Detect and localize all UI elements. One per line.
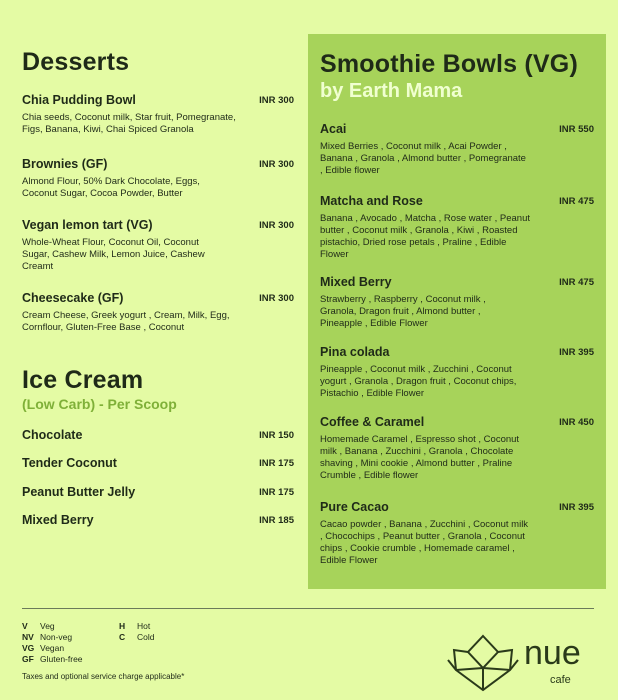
item-name: Acai [320, 122, 347, 136]
item-price: INR 150 [259, 430, 294, 441]
legend-row [119, 631, 154, 642]
item-desc: Homemade Caramel , Espresso shot , Coconut milk , Banana , Zucchini , Granola , Chocolate shaving , Mini cookie , Almond butter , Praline Crumble , Edible flower [320, 434, 520, 481]
legend-col-left [22, 620, 83, 664]
item-name: Mixed Berry [22, 513, 94, 527]
nue-logo [446, 630, 596, 696]
tax-note: Taxes and optional service charge applicable* [22, 672, 185, 681]
item-desc: Cream Cheese, Greek yogurt , Cream, Milk, Egg, Cornflour, Gluten-Free Base , Coconut [22, 310, 230, 333]
item-price: INR 185 [259, 515, 294, 526]
item-name: Cheesecake (GF) [22, 291, 124, 305]
item-desc: Strawberry , Raspberry , Coconut milk , Granola, Dragon fruit , Almond butter , Pineapple , Edible Flower [320, 294, 486, 329]
item-name: Coffee & Caramel [320, 415, 425, 429]
item-name: Pina colada [320, 345, 390, 359]
legend-code: VG [22, 642, 35, 653]
legend-code: GF [22, 653, 34, 664]
menu-item [22, 291, 294, 334]
legend-code: NV [22, 631, 34, 642]
menu-item [22, 456, 294, 484]
footer-divider [22, 608, 594, 609]
item-price: INR 175 [259, 458, 294, 469]
logo-sub: cafe [550, 674, 571, 686]
menu-item [22, 157, 294, 200]
legend-label: Gluten-free [40, 653, 83, 664]
item-desc: Almond Flour, 50% Dark Chocolate, Eggs, Coconut Sugar, Cocoa Powder, Butter [22, 176, 200, 199]
item-price: INR 450 [559, 417, 594, 428]
item-price: INR 475 [559, 277, 594, 288]
item-desc: Banana , Avocado , Matcha , Rose water , Peanut butter , Coconut milk , Granola , Kiwi , Roasted pistachio, Dried rose petals , Praline , Edible Flower [320, 213, 531, 260]
legend-col-right [119, 620, 154, 642]
legend-row [22, 653, 83, 664]
item-name: Mixed Berry [320, 275, 392, 289]
item-name: Brownies (GF) [22, 157, 108, 171]
legend-label: Hot [137, 620, 151, 631]
item-price: INR 300 [259, 293, 294, 304]
menu-item [22, 218, 294, 273]
menu-item [22, 485, 294, 513]
legend-code: V [22, 620, 28, 631]
item-desc: Mixed Berries , Coconut milk , Acai Powder , Banana , Granola , Almond butter , Pomegranate , Edible flower [320, 141, 526, 176]
menu-item [320, 122, 594, 177]
item-name: Matcha and Rose [320, 194, 423, 208]
menu-item [320, 275, 594, 330]
legend-label: Non-veg [40, 631, 73, 642]
legend [22, 620, 222, 670]
smoothie-panel [308, 34, 606, 589]
legend-code: H [119, 620, 126, 631]
desserts-title: Desserts [22, 48, 130, 76]
item-name: Vegan lemon tart (VG) [22, 218, 153, 232]
item-name: Chocolate [22, 428, 83, 442]
item-name: Tender Coconut [22, 456, 117, 470]
item-desc: Chia seeds, Coconut milk, Star fruit, Pomegranate, Figs, Banana, Kiwi, Chai Spiced Granola [22, 112, 236, 135]
menu-item [22, 428, 294, 456]
logo-name: nue [524, 634, 581, 672]
menu-item [22, 513, 294, 541]
smoothie-subtitle: by Earth Mama [320, 80, 463, 102]
menu-item [320, 345, 594, 400]
menu-item [320, 194, 594, 261]
item-desc: Whole-Wheat Flour, Coconut Oil, Coconut Sugar, Cashew Milk, Lemon Juice, Cashew Creamt [22, 237, 205, 272]
item-desc: Pineapple , Coconut milk , Zucchini , Coconut yogurt , Granola , Dragon fruit , Coconut chips, Pistachio , Edible Flower [320, 364, 517, 399]
lotus-icon [446, 630, 520, 694]
legend-row [22, 642, 83, 653]
item-price: INR 300 [259, 220, 294, 231]
menu-item [320, 415, 594, 482]
legend-label: Veg [40, 620, 55, 631]
legend-label: Cold [137, 631, 155, 642]
item-name: Pure Cacao [320, 500, 389, 514]
legend-row [119, 620, 154, 631]
smoothie-title: Smoothie Bowls (VG) [320, 50, 578, 78]
item-price: INR 300 [259, 95, 294, 106]
item-name: Peanut Butter Jelly [22, 485, 136, 499]
item-price: INR 550 [559, 124, 594, 135]
legend-code: C [119, 631, 126, 642]
icecream-subtitle: (Low Carb) - Per Scoop [22, 396, 177, 412]
item-price: INR 300 [259, 159, 294, 170]
item-price: INR 175 [259, 487, 294, 498]
legend-row [22, 631, 83, 642]
menu-item [22, 93, 294, 136]
icecream-title: Ice Cream [22, 366, 144, 394]
item-name: Chia Pudding Bowl [22, 93, 136, 107]
menu-item [320, 500, 594, 567]
legend-label: Vegan [40, 642, 65, 653]
item-price: INR 395 [559, 502, 594, 513]
item-price: INR 395 [559, 347, 594, 358]
item-price: INR 475 [559, 196, 594, 207]
legend-row [22, 620, 83, 631]
item-desc: Cacao powder , Banana , Zucchini , Coconut milk , Chocochips , Peanut butter , Granola , Coconut chips , Cookie crumble , Homemade caramel , Edible Flower [320, 519, 529, 566]
